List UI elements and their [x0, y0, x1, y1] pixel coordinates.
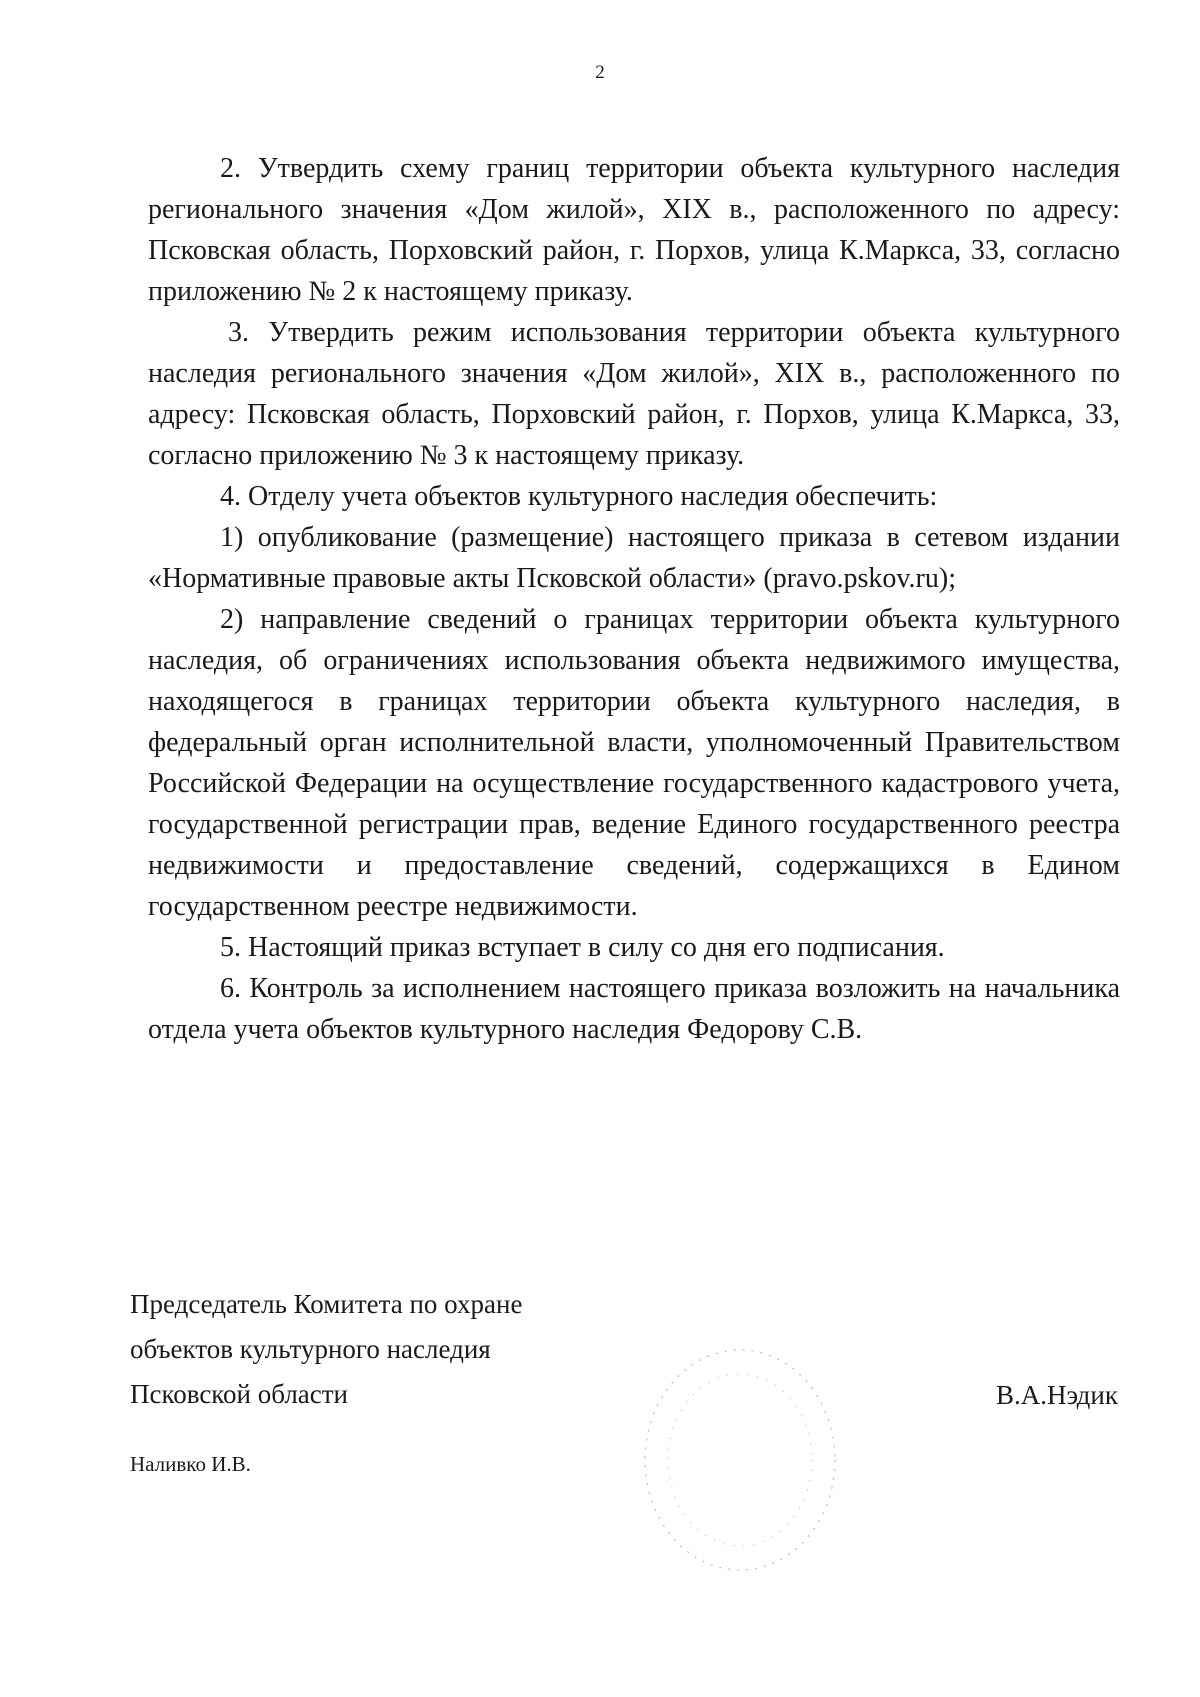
signatory-position-line: объектов культурного наследия — [130, 1334, 491, 1364]
signatory-position-line: Председатель Комитета по охране — [130, 1289, 523, 1319]
signatory-name: В.А.Нэдик — [995, 1380, 1118, 1410]
paragraph-item-4: 4. Отделу учета объектов культурного наследия обеспечить: — [220, 481, 938, 512]
signatory-position-line: Псковской области — [130, 1379, 349, 1409]
document-body — [148, 148, 1120, 1050]
paragraph-item-2: 2. Утвердить схему границ территории объекта культурного наследия регионального значения «Дом жилой», XIX в., расположенного по адресу: Псковская область, Порховский район, г. Порхов, улица К.Маркса, 33, согласно приложению № 2 к настоящему приказу. — [148, 153, 1120, 307]
faint-stamp-icon — [620, 1335, 860, 1585]
executor-name: Наливко И.В. — [130, 1452, 251, 1476]
paragraph-item-5: 5. Настоящий приказ вступает в силу со дня его подписания. — [220, 932, 945, 963]
paragraph-item-3: 3. Утвердить режим использования территории объекта культурного наследия регионального значения «Дом жилой», XIX в., расположенного по адресу: Псковская область, Порховский район, г. Порхов, улица К.Маркса, 33, согласно приложению № 3 к настоящему приказу. — [148, 317, 1120, 471]
page-number: 2 — [595, 62, 605, 83]
paragraph-item-6: 6. Контроль за исполнением настоящего приказа возложить на начальника отдела учета объектов культурного наследия Федорову С.В. — [148, 973, 1120, 1045]
signatory-position — [130, 1282, 522, 1417]
paragraph-subitem-2: 2) направление сведений о границах территории объекта культурного наследия, об ограничениях использования объекта недвижимого имущества, находящегося в границах территории объекта культурного наследия, в федеральный орган исполнительной власти, уполномоченный Правительством Российской Федерации на осуществление государственного кадастрового учета, государственной регистрации прав, ведение Единого государственного реестра недвижимости и предоставление сведений, содержащихся в Едином государственном реестре недвижимости. — [148, 604, 1120, 922]
paragraph-subitem-1: 1) опубликование (размещение) настоящего приказа в сетевом издании «Нормативные правовые акты Псковской области» (pravo.pskov.ru); — [148, 522, 1120, 594]
